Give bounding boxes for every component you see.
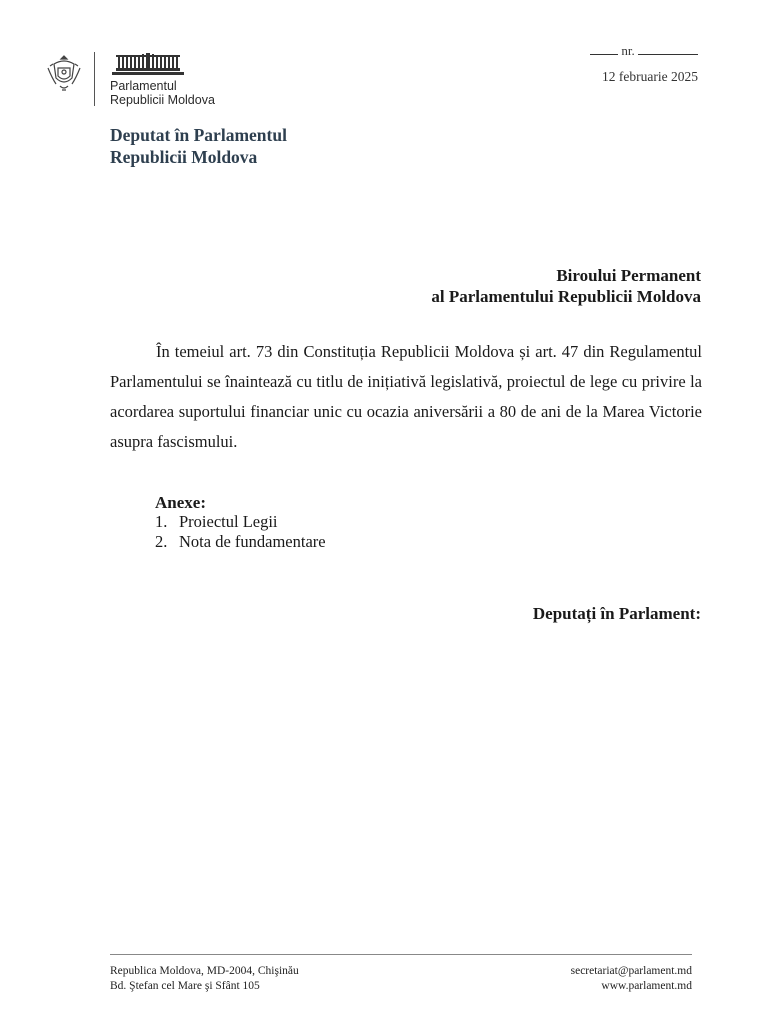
institution-name-line2: Republicii Moldova [110, 93, 215, 107]
body-paragraph: În temeiul art. 73 din Constituția Republicii Moldova și art. 47 din Regulamentul Parlamentului se înaintează cu titlu de inițiativă legislativă, proiectul de lege cu privire la acordarea suportului financiar unic cu ocazia aniversării a 80 de ani de la Marea Victorie asupra fascismului. [110, 342, 702, 451]
annexes-list [155, 512, 326, 552]
addressee-line2: al Parlamentului Republicii Moldova [431, 287, 701, 306]
list-item-number: 1. [155, 512, 168, 531]
footer-divider [110, 954, 692, 955]
addressee-line1: Biroului Permanent [556, 266, 701, 285]
institution-name [110, 79, 215, 107]
registration-blank-1 [590, 44, 618, 55]
document-date: 12 februarie 2025 [602, 69, 698, 84]
header-divider [94, 52, 95, 106]
parliament-building-icon [110, 52, 186, 76]
list-item-number: 2. [155, 532, 168, 551]
signature-label: Deputați în Parlament: [532, 604, 701, 623]
registration-blank-2 [638, 44, 698, 55]
registration-number [590, 43, 698, 59]
sender-title-line2: Republicii Moldova [110, 147, 258, 167]
body-text [110, 337, 702, 457]
annexes-title: Anexe: [155, 493, 206, 512]
sender-title [110, 124, 287, 168]
footer-website: www.parlament.md [601, 980, 692, 992]
footer-email: secretariat@parlament.md [570, 965, 692, 977]
institution-name-line1: Parlamentul [110, 79, 177, 93]
sender-title-line1: Deputat în Parlamentul [110, 125, 287, 145]
addressee [431, 265, 701, 307]
footer-address-line1: Republica Moldova, MD-2004, Chişinău [110, 965, 299, 977]
list-item-text: Proiectul Legii [179, 512, 278, 531]
list-item [155, 532, 326, 552]
list-item-text: Nota de fundamentare [179, 532, 326, 551]
list-item [155, 512, 326, 532]
footer-address-line2: Bd. Ştefan cel Mare şi Sfânt 105 [110, 980, 260, 992]
registration-label: nr. [621, 43, 635, 58]
coat-of-arms-icon [46, 52, 82, 96]
footer-address [110, 964, 299, 994]
footer-contact [571, 964, 692, 994]
